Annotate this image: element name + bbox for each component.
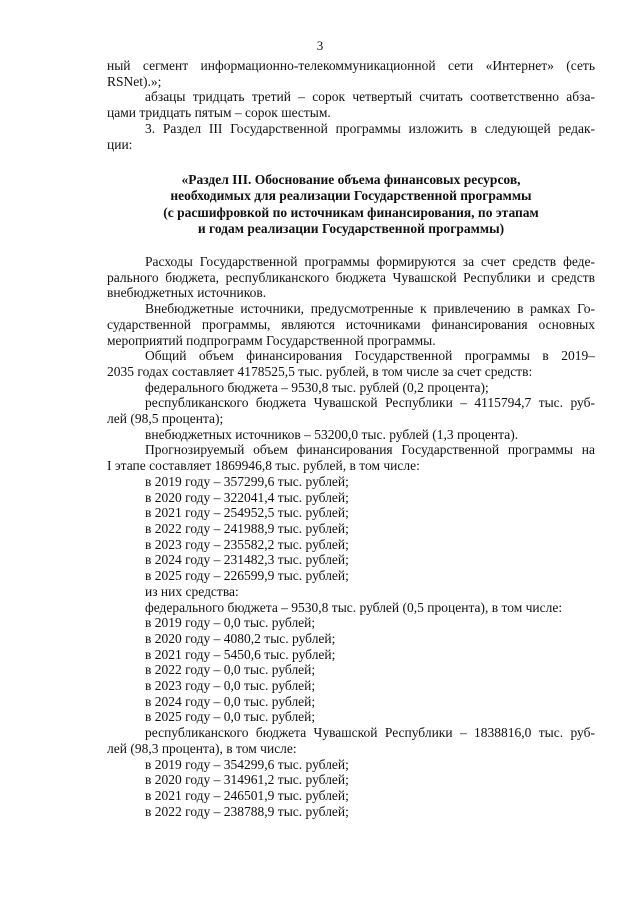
text-line: мероприятий подпрограмм Государственной программы. xyxy=(107,332,436,348)
list-item: в 2024 году – 231482,3 тыс. рублей; xyxy=(145,552,349,568)
text-line: Внебюджетные источники, предусмотренные к привлечению в рамках Го- xyxy=(145,301,595,317)
text-line: ции: xyxy=(107,136,133,152)
text-line: 2035 годах составляет 4178525,5 тыс. рублей, в том числе за счет средств: xyxy=(107,363,533,379)
text-line: ный сегмент информационно-телекоммуникационной сети «Интернет» (сеть xyxy=(107,58,595,73)
list-item: в 2025 году – 226599,9 тыс. рублей; xyxy=(145,568,349,584)
text-line: 3. Раздел III Государственной программы изложить в следующей редак- xyxy=(145,120,595,136)
list-item: в 2023 году – 235582,2 тыс. рублей; xyxy=(145,536,349,552)
text-line: федерального бюджета – 9530,8 тыс. рублей (0,2 процента); xyxy=(145,379,489,395)
text-line: рального бюджета, республиканского бюджета Чувашской Республики и средств xyxy=(107,269,595,285)
list-item: в 2025 году – 0,0 тыс. рублей; xyxy=(145,709,316,725)
text-line: Расходы Государственной программы формируются за счет средств феде- xyxy=(145,254,595,270)
text-line: внебюджетных источников – 53200,0 тыс. рублей (1,3 процента). xyxy=(145,426,519,442)
text-line: сударственной программы, являются источниками финансирования основных xyxy=(107,316,595,332)
heading-line: «Раздел III. Обоснование объема финансовых ресурсов, xyxy=(181,172,521,188)
list-item: в 2022 году – 0,0 тыс. рублей; xyxy=(145,662,316,678)
list-item: в 2022 году – 241988,9 тыс. рублей; xyxy=(145,520,349,536)
list-item: в 2020 году – 314961,2 тыс. рублей; xyxy=(145,772,349,788)
republic-year-list xyxy=(107,757,595,820)
text-line: цами тридцать пятым – сорок шестым. xyxy=(107,105,331,121)
list-item: в 2024 году – 0,0 тыс. рублей; xyxy=(145,693,316,709)
heading-line: и годам реализации Государственной программы) xyxy=(197,220,505,236)
section-heading xyxy=(107,172,595,237)
heading-line: (с расшифровкой по источникам финансирования, по этапам xyxy=(163,204,539,220)
text-line: лей (98,3 процента), в том числе: xyxy=(107,740,297,756)
text-line: Прогнозируемый объем финансирования Государственной программы на xyxy=(145,442,595,458)
list-item: в 2021 году – 254952,5 тыс. рублей; xyxy=(145,505,349,521)
text-line: лей (98,5 процента); xyxy=(107,411,224,427)
text-line: федерального бюджета – 9530,8 тыс. рублей (0,5 процента), в том числе: xyxy=(145,599,563,615)
document-body xyxy=(107,58,595,819)
page-number: 3 xyxy=(316,38,324,53)
text-line: республиканского бюджета Чувашской Республики – 4115794,7 тыс. руб- xyxy=(145,395,595,411)
federal-year-list xyxy=(107,615,595,725)
text-line: внебюджетных источников. xyxy=(107,285,267,301)
list-item: в 2020 году – 322041,4 тыс. рублей; xyxy=(145,489,349,505)
list-item: в 2021 году – 5450,6 тыс. рублей; xyxy=(145,646,336,662)
stage1-year-list xyxy=(107,474,595,584)
list-item: в 2019 году – 0,0 тыс. рублей; xyxy=(145,615,316,631)
list-item: в 2019 году – 354299,6 тыс. рублей; xyxy=(145,756,349,772)
text-line: Общий объем финансирования Государственной программы в 2019– xyxy=(145,348,595,364)
list-item: в 2021 году – 246501,9 тыс. рублей; xyxy=(145,787,349,803)
list-item: в 2022 году – 238788,9 тыс. рублей; xyxy=(145,803,349,819)
list-item: в 2019 году – 357299,6 тыс. рублей; xyxy=(145,473,349,489)
text-line: абзацы тридцать третий – сорок четвертый считать соответственно абза- xyxy=(145,89,595,105)
text-line: из них средства: xyxy=(145,583,239,599)
list-item: в 2020 году – 4080,2 тыс. рублей; xyxy=(145,630,336,646)
text-line: I этапе составляет 1869946,8 тыс. рублей, в том числе: xyxy=(107,458,420,474)
list-item: в 2023 году – 0,0 тыс. рублей; xyxy=(145,678,316,694)
text-line: республиканского бюджета Чувашской Республики – 1838816,0 тыс. руб- xyxy=(145,725,595,741)
text-line: RSNet).»; xyxy=(107,73,162,89)
heading-line: необходимых для реализации Государственной программы xyxy=(170,188,532,204)
